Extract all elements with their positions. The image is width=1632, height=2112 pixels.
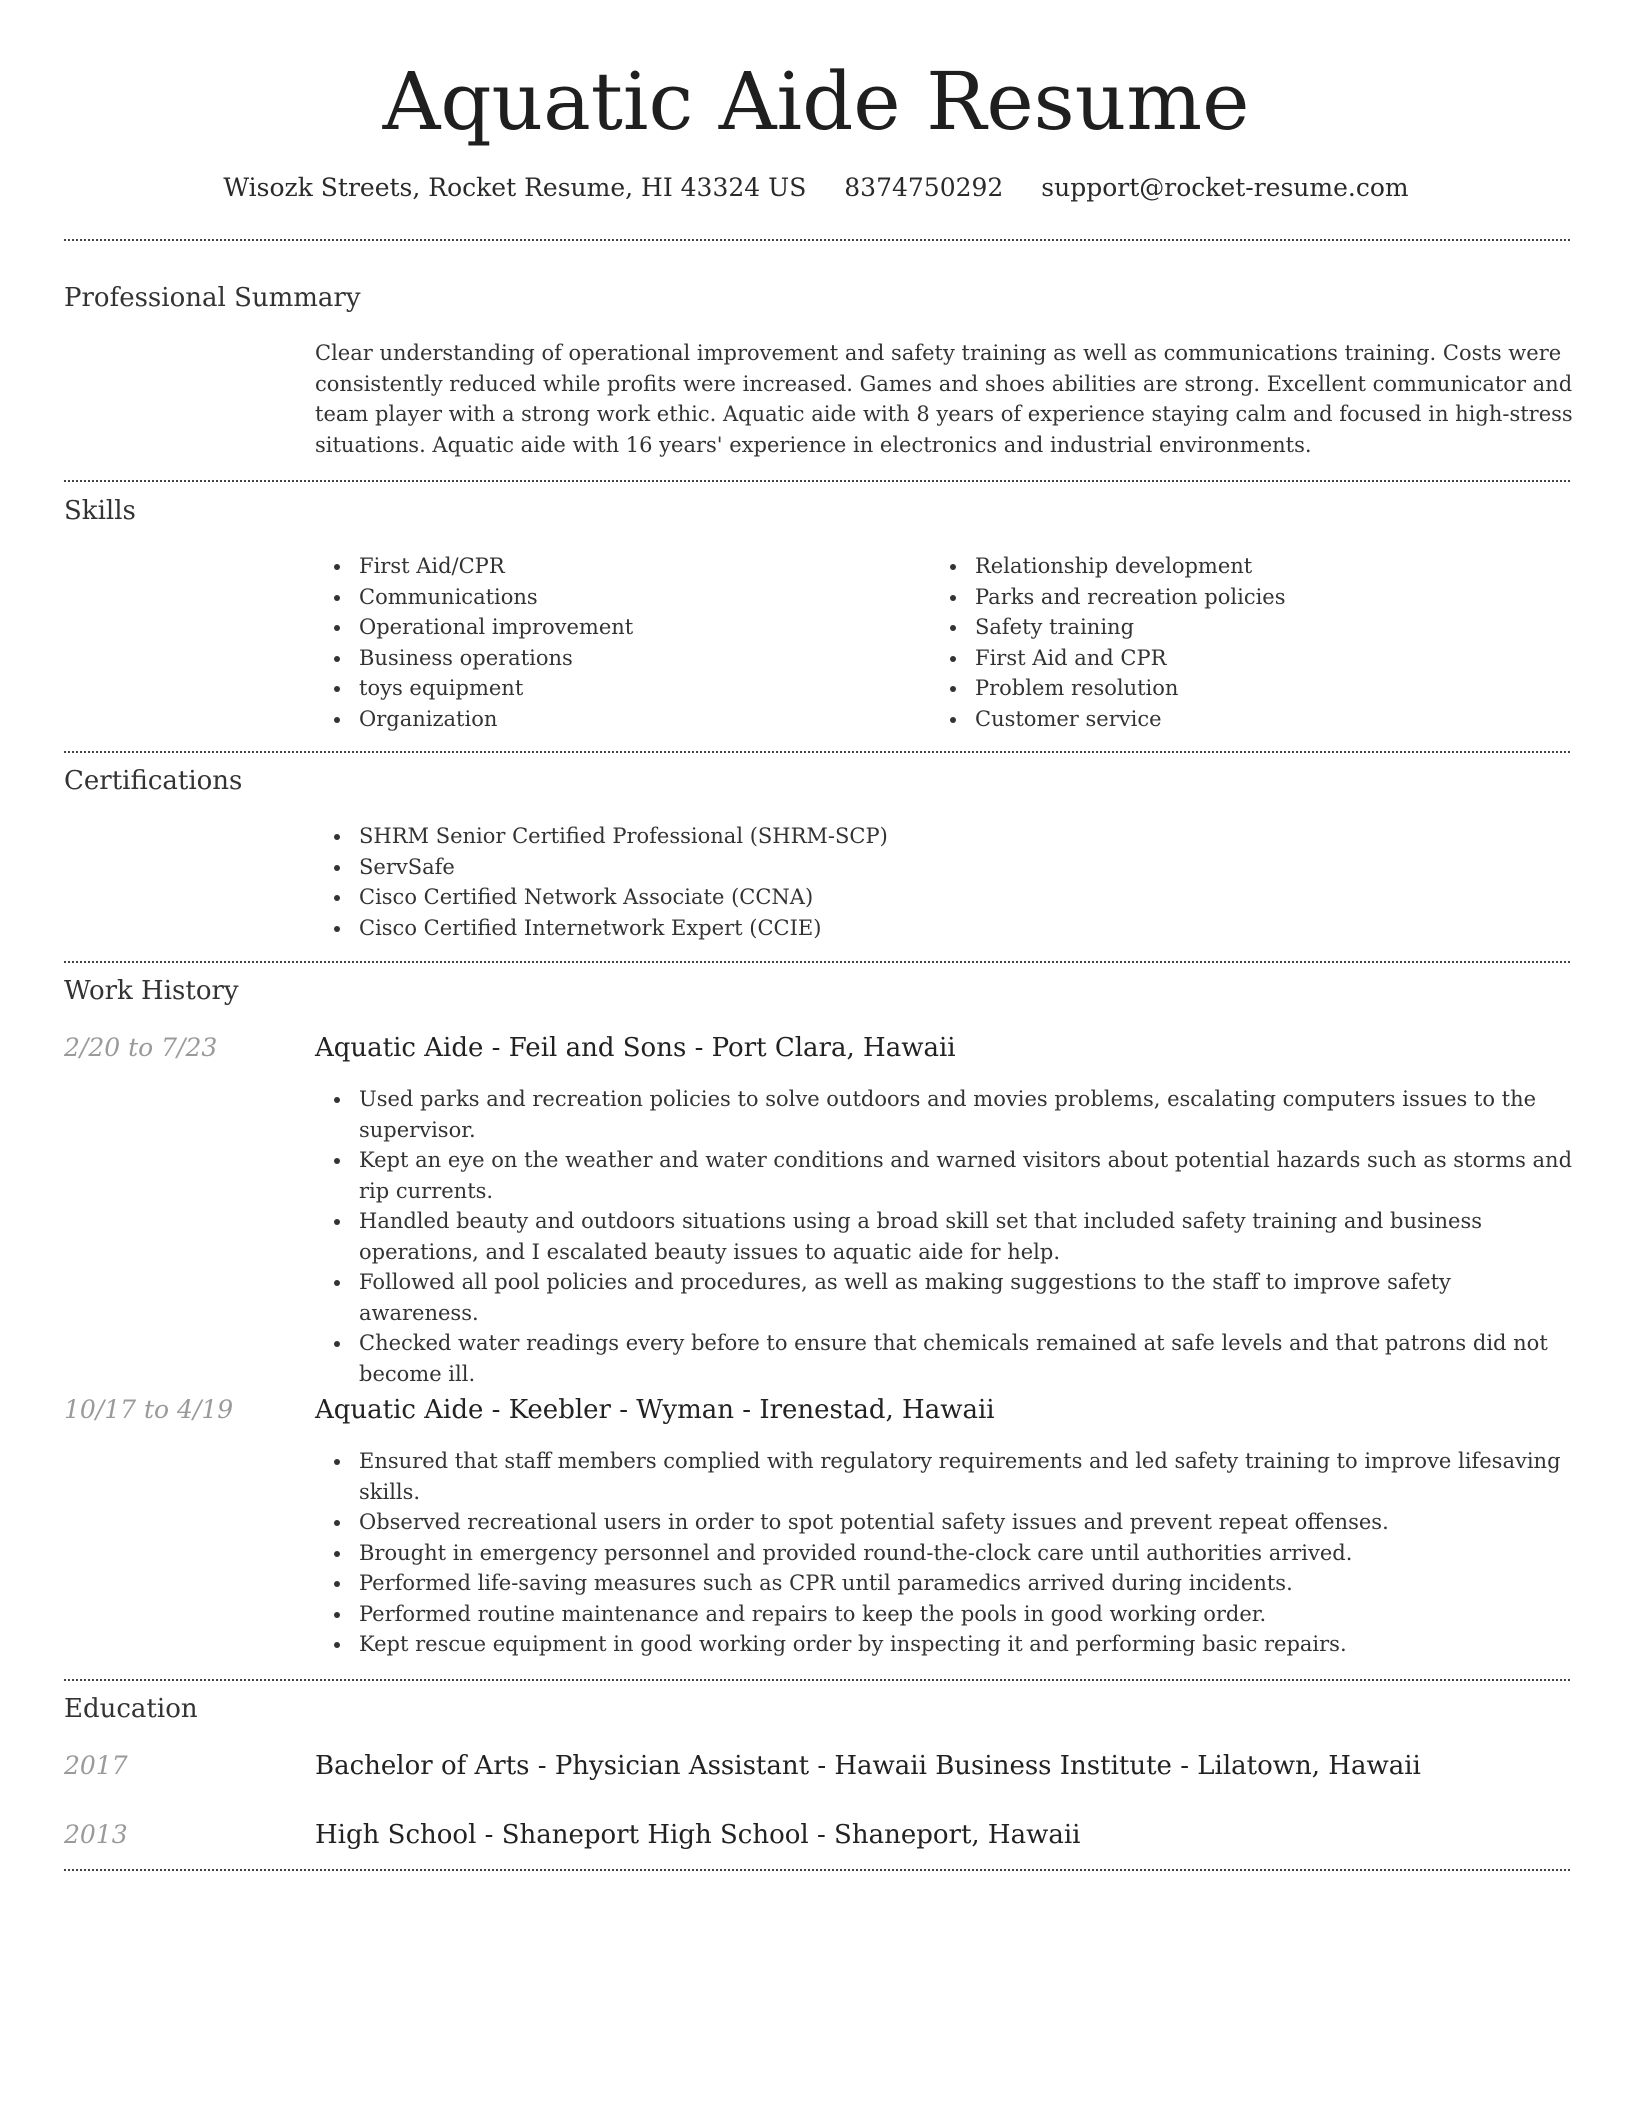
page-title: Aquatic Aide Resume [382,55,1250,148]
list-item: Followed all pool policies and procedures, as well as making suggestions to the staff to improve safety awareness. [315,1267,1573,1328]
list-item: Parks and recreation policies [931,582,1531,613]
list-item: Safety training [931,612,1531,643]
list-item: First Aid and CPR [931,643,1531,674]
list-item: Observed recreational users in order to spot potential safety issues and prevent repeat offenses. [315,1507,1573,1538]
list-item: Performed life-saving measures such as CPR until paramedics arrived during incidents. [315,1568,1573,1599]
education-heading: Education [64,1694,198,1724]
work-history-heading: Work History [64,976,239,1006]
section-divider [64,751,1570,753]
section-divider [64,961,1570,963]
list-item: First Aid/CPR [315,551,915,582]
list-item: Cisco Certified Internetwork Expert (CCIE) [315,913,1565,944]
section-divider [64,480,1570,482]
list-item: Organization [315,704,915,735]
job-dates: 2/20 to 7/23 [64,1033,218,1062]
list-item: Brought in emergency personnel and provided round-the-clock care until authorities arrived. [315,1538,1573,1569]
list-item: Business operations [315,643,915,674]
list-item: toys equipment [315,673,915,704]
list-item: Handled beauty and outdoors situations using a broad skill set that included safety training and business operations, and I escalated beauty issues to aquatic aide for help. [315,1206,1573,1267]
contact-line [0,171,1632,205]
job-title: Aquatic Aide - Feil and Sons - Port Clara, Hawaii [315,1033,956,1063]
education-title: High School - Shaneport High School - Shaneport, Hawaii [315,1820,1081,1850]
skills-heading: Skills [64,496,136,526]
list-item: Communications [315,582,915,613]
list-item: Cisco Certified Network Associate (CCNA) [315,882,1565,913]
summary-text: Clear understanding of operational improvement and safety training as well as communications training. Costs were consistently reduced while profits were increased. Games and shoes abilities are strong. Excellent communicator and team player with a strong work ethic. Aquatic aide with 8 years of experience staying calm and focused in high-stress situations. Aquatic aide with 16 years' experience in electronics and industrial environments. [315,341,1573,457]
skills-list-left [315,551,915,734]
skills-list-right [931,551,1531,734]
list-item: ServSafe [315,852,1565,883]
list-item: Kept rescue equipment in good working order by inspecting it and performing basic repairs. [315,1629,1573,1660]
list-item: Kept an eye on the weather and water conditions and warned visitors about potential hazards such as storms and rip currents. [315,1145,1573,1206]
list-item: Performed routine maintenance and repairs to keep the pools in good working order. [315,1599,1573,1630]
job-dates: 10/17 to 4/19 [64,1395,234,1424]
list-item: Customer service [931,704,1531,735]
education-year: 2013 [64,1820,128,1849]
job-bullets [315,1084,1573,1389]
list-item: Checked water readings every before to ensure that chemicals remained at safe levels and that patrons did not become ill. [315,1328,1573,1389]
education-title: Bachelor of Arts - Physician Assistant - Hawaii Business Institute - Lilatown, Hawaii [315,1751,1421,1781]
section-divider [64,1869,1570,1871]
summary-heading: Professional Summary [64,283,361,313]
list-item: Problem resolution [931,673,1531,704]
list-item: Operational improvement [315,612,915,643]
list-item: Relationship development [931,551,1531,582]
contact-address: Wisozk Streets, Rocket Resume, HI 43324 US [223,173,807,202]
section-divider [64,1679,1570,1681]
education-year: 2017 [64,1751,128,1780]
list-item: Ensured that staff members complied with regulatory requirements and led safety training to improve lifesaving skills. [315,1446,1573,1507]
list-item: SHRM Senior Certified Professional (SHRM-SCP) [315,821,1565,852]
contact-phone: 8374750292 [844,173,1004,202]
list-item: Used parks and recreation policies to solve outdoors and movies problems, escalating computers issues to the supervisor. [315,1084,1573,1145]
section-divider [64,239,1570,241]
contact-email: support@rocket-resume.com [1041,173,1409,202]
job-title: Aquatic Aide - Keebler - Wyman - Irenestad, Hawaii [315,1395,995,1425]
certifications-list [315,821,1565,943]
certifications-heading: Certifications [64,766,243,796]
job-bullets [315,1446,1573,1660]
